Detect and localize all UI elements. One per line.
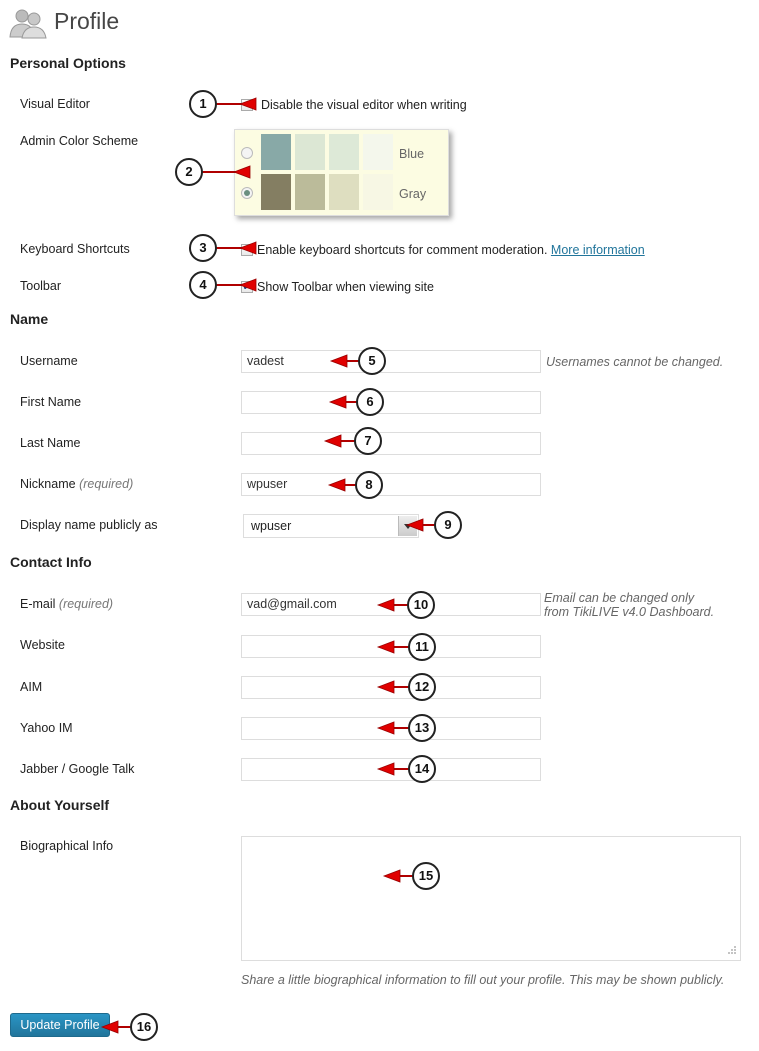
swatch	[295, 174, 325, 210]
required-note: (required)	[58, 597, 114, 611]
yahoo-label: Yahoo IM	[20, 721, 73, 735]
toolbar-label: Toolbar	[20, 279, 61, 293]
last-name-label: Last Name	[20, 436, 81, 450]
last-name-input[interactable]	[241, 432, 541, 455]
callout-badge: 3	[189, 234, 217, 262]
first-name-input[interactable]	[241, 391, 541, 414]
callout-badge: 10	[407, 591, 435, 619]
personal-options-heading: Personal Options	[10, 55, 126, 71]
callout-badge: 8	[355, 471, 383, 499]
callout-badge: 2	[175, 158, 203, 186]
scheme-blue-radio[interactable]	[241, 147, 253, 159]
about-heading: About Yourself	[10, 797, 110, 813]
callout-badge: 9	[434, 511, 462, 539]
visual-editor-text: Disable the visual editor when writing	[261, 98, 467, 112]
jabber-label: Jabber / Google Talk	[20, 762, 135, 776]
display-name-value: wpuser	[251, 519, 292, 533]
name-heading: Name	[10, 311, 49, 327]
aim-label: AIM	[20, 680, 43, 694]
bio-textarea[interactable]	[241, 836, 741, 961]
required-note: (required)	[79, 477, 134, 491]
keyboard-shortcuts-text-wrap	[257, 243, 645, 257]
update-profile-button[interactable]: Update Profile	[10, 1013, 110, 1037]
visual-editor-label: Visual Editor	[20, 97, 90, 111]
callout-badge: 1	[189, 90, 217, 118]
users-icon	[8, 7, 48, 39]
resize-grip-icon[interactable]	[726, 946, 736, 956]
swatch	[363, 174, 393, 210]
callout-badge: 15	[412, 862, 440, 890]
callout-badge: 11	[408, 633, 436, 661]
keyboard-shortcuts-label: Keyboard Shortcuts	[20, 242, 130, 256]
callout-badge: 16	[130, 1013, 158, 1041]
email-description-1: Email can be changed only	[544, 591, 695, 605]
first-name-label: First Name	[20, 395, 82, 409]
swatch	[329, 134, 359, 170]
admin-color-label: Admin Color Scheme	[20, 134, 139, 148]
bio-description: Share a little biographical information to fill out your profile. This may be shown publicly.	[241, 973, 725, 987]
swatch	[261, 134, 291, 170]
email-input[interactable]: vad@gmail.com	[241, 593, 541, 616]
bio-label: Biographical Info	[20, 839, 114, 853]
username-input[interactable]: vadest	[241, 350, 541, 373]
website-label: Website	[20, 638, 65, 652]
toolbar-text: Show Toolbar when viewing site	[257, 280, 434, 294]
username-description: Usernames cannot be changed.	[546, 355, 724, 369]
nickname-label	[20, 477, 133, 491]
callout-badge: 6	[356, 388, 384, 416]
email-label	[20, 597, 113, 611]
callout-badge: 12	[408, 673, 436, 701]
scheme-blue-name: Blue	[399, 147, 425, 161]
display-name-label: Display name publicly as	[20, 518, 158, 532]
callout-badge: 13	[408, 714, 436, 742]
email-label-text: E-mail	[20, 597, 56, 611]
callout-badge: 4	[189, 271, 217, 299]
scheme-gray-radio[interactable]	[241, 187, 253, 199]
username-label: Username	[20, 354, 78, 368]
page-title: Profile	[54, 8, 120, 34]
keyboard-shortcuts-text: Enable keyboard shortcuts for comment moderation.	[257, 243, 548, 257]
admin-color-picker	[234, 129, 449, 216]
nickname-input[interactable]: wpuser	[241, 473, 541, 496]
email-description-2: from TikiLIVE v4.0 Dashboard.	[544, 605, 715, 619]
callout-badge: 14	[408, 755, 436, 783]
swatch	[295, 134, 325, 170]
more-information-link[interactable]: More information	[550, 243, 645, 257]
callout-badge: 7	[354, 427, 382, 455]
contact-info-heading: Contact Info	[10, 554, 92, 570]
swatch	[363, 134, 393, 170]
display-name-select[interactable]	[243, 514, 419, 538]
swatch	[261, 174, 291, 210]
callout-badge: 5	[358, 347, 386, 375]
swatch	[329, 174, 359, 210]
nickname-label-text: Nickname	[20, 477, 76, 491]
scheme-gray-name: Gray	[399, 187, 427, 201]
